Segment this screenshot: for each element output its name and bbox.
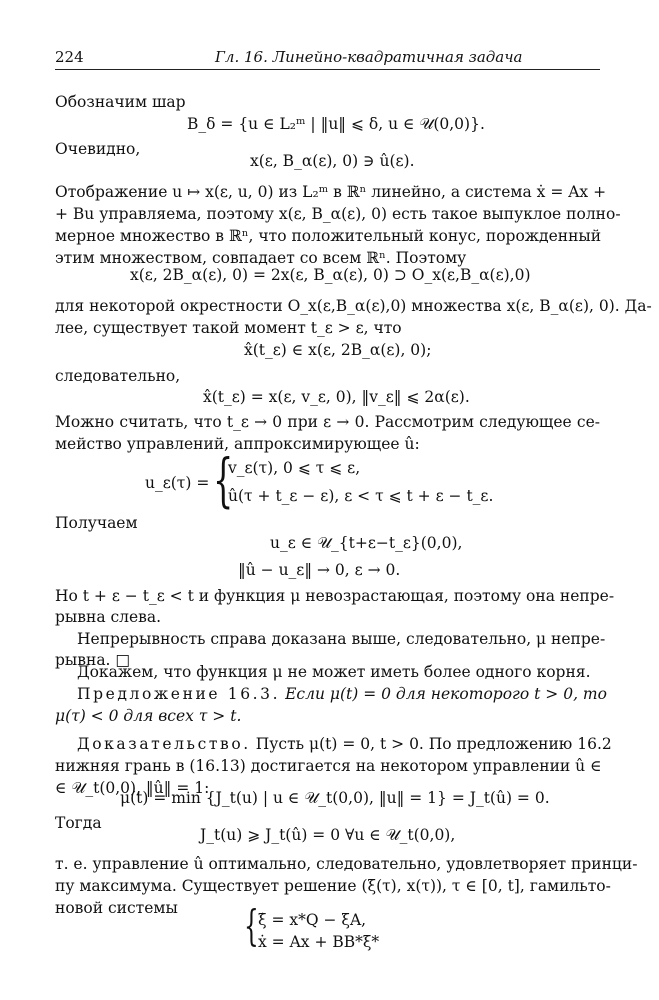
proof-line <box>55 733 612 756</box>
text-line: мейство управлений, аппроксимирующее û: <box>55 435 420 453</box>
equation-control-family-lhs: u_ε(τ) = <box>145 474 210 492</box>
text-line: рывна. □ <box>55 651 131 669</box>
text-line: + Bu управляема, поэтому x(ε, B_α(ε), 0) есть такое выпуклое полно- <box>55 205 621 223</box>
proposition-line <box>55 683 607 706</box>
text-line <box>55 705 600 728</box>
running-header <box>55 46 600 68</box>
equation-min: μ(t) = min {J_t(u) | u ∈ 𝒰_t(0,0), ‖u‖ = 1} = J_t(û) = 0. <box>120 789 550 807</box>
equation-membership: u_ε ∈ 𝒰_{t+ε−t_ε}(0,0), <box>270 534 463 552</box>
proof-text: Пусть μ(t) = 0, t > 0. По предложению 16.2 <box>255 735 612 753</box>
text-line: Обозначим шар <box>55 93 186 111</box>
proposition-statement: Если μ(t) = 0 для некоторого t > 0, то <box>285 685 607 703</box>
equation-ball: B_δ = {u ∈ L₂ᵐ | ‖u‖ ⩽ δ, u ∈ 𝒰(0,0)}. <box>187 115 485 133</box>
equation-hamilton-1: ξ̇ = x*Q − ξA, <box>258 911 367 929</box>
text-line: для некоторой окрестности O_x(ε,B_α(ε),0) множества x(ε, B_α(ε), 0). Да- <box>55 297 652 315</box>
equation-convergence: ‖û − u_ε‖ → 0, ε → 0. <box>238 561 401 579</box>
text-line: пу максимума. Существует решение (ξ(τ), x(τ)), τ ∈ [0, t], гамильто- <box>55 877 611 895</box>
text-line: Получаем <box>55 514 138 532</box>
text-line: Непрерывность справа доказана выше, следовательно, μ непре- <box>77 630 606 648</box>
text-line: ∈ 𝒰_t(0,0), ‖û‖ = 1: <box>55 779 210 797</box>
equation-hamilton-2: ẋ = Ax + BB*ξ* <box>258 933 380 951</box>
text-line: Докажем, что функция μ не может иметь более одного корня. <box>77 663 591 681</box>
text-line: нижняя грань в (16.13) достигается на некотором управлении û ∈ <box>55 757 602 775</box>
text-line: мерное множество в ℝⁿ, что положительный конус, порожденный <box>55 227 602 245</box>
page-number: 224 <box>55 48 84 66</box>
proposition-statement-cont: μ(τ) < 0 для всех τ > t. <box>55 707 242 725</box>
text-line: новой системы <box>55 899 178 917</box>
proof-label: Доказательство. <box>77 735 251 753</box>
text-line: Можно считать, что t_ε → 0 при ε → 0. Рассмотрим следующее се- <box>55 413 600 431</box>
equation-inclusion: x(ε, B_α(ε), 0) ∋ û(ε). <box>250 152 415 170</box>
equation-optimality: J_t(u) ⩾ J_t(û) = 0 ∀u ∈ 𝒰_t(0,0), <box>200 826 456 844</box>
text-line: лее, существует такой момент t_ε > ε, что <box>55 319 402 337</box>
text-line: следовательно, <box>55 367 181 385</box>
equation-moment: x̂(t_ε) ∈ x(ε, 2B_α(ε), 0); <box>244 341 432 359</box>
text-line: Но t + ε − t_ε < t и функция μ невозрастающая, поэтому она непре- <box>55 587 615 605</box>
running-title: Гл. 16. Линейно-квадратичная задача <box>215 48 523 66</box>
left-brace-icon: { <box>244 901 259 950</box>
text-line: рывна слева. <box>55 608 162 626</box>
text-line: т. е. управление û оптимально, следовательно, удовлетворяет принци- <box>55 855 638 873</box>
equation-case-1: v_ε(τ), 0 ⩽ τ ⩽ ε, <box>228 459 361 477</box>
text-line: Отображение u ↦ x(ε, u, 0) из L₂ᵐ в ℝⁿ линейно, а система ẋ = Ax + <box>55 183 607 201</box>
header-rule <box>55 69 600 70</box>
left-brace-icon: { <box>213 446 234 514</box>
text-line: этим множеством, совпадает со всем ℝⁿ. Поэтому <box>55 249 467 267</box>
text-line: Тогда <box>55 814 102 832</box>
equation-cone: x(ε, 2B_α(ε), 0) = 2x(ε, B_α(ε), 0) ⊃ O_x(ε,B_α(ε),0) <box>130 266 531 284</box>
proposition-label: Предложение 16.3. <box>77 685 281 703</box>
equation-estimate: x̂(t_ε) = x(ε, v_ε, 0), ‖v_ε‖ ⩽ 2α(ε). <box>203 388 470 406</box>
equation-case-2: û(τ + t_ε − ε), ε < τ ⩽ t + ε − t_ε. <box>228 487 494 505</box>
text-line: Очевидно, <box>55 140 141 158</box>
